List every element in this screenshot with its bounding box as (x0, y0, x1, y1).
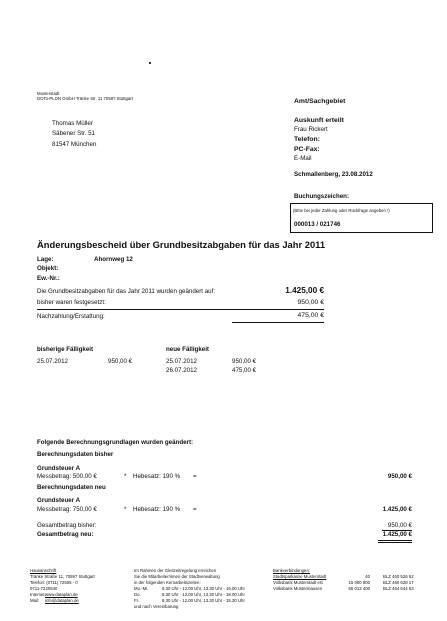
footer-bank-heading: Bankverbindungen: (273, 568, 311, 573)
footer-bank-name-1: Stadtsparkasse Musterstadt (273, 574, 327, 579)
office-title: Amt/Sachgebiet (294, 98, 346, 105)
basis-new-equals: = (193, 506, 197, 513)
basis-new-tax-title: Grundsteuer A (37, 497, 81, 504)
basis-old-total: 950,00 € (387, 473, 412, 480)
footer-internet-link[interactable]: www.dataplan.de (45, 592, 78, 597)
footer-bank-name-2: Volksbank Musterstadt eG (273, 580, 324, 585)
footer-mail-label: Mail: (30, 598, 40, 603)
summary-changed-label: Die Grundbesitzabgaben für das Jahr 2011 wurden geändert auf: (37, 288, 216, 295)
footer-address: Tränke Straße 11, 70597 Stuttgart (30, 574, 95, 579)
footer-hours-intro: Im Rahmen der Gleitzeitregelung erreichen (134, 568, 217, 573)
due-new-date-2: 26.07.2012 (166, 367, 197, 374)
phone-label: Telefon: (294, 136, 320, 143)
recipient-street: Säbener Str. 51 (52, 130, 95, 137)
basis-new-total: 1.425,00 € (382, 506, 412, 513)
location-label: Lage: (37, 256, 54, 263)
footer-fax: 0711-7220540 (30, 586, 58, 591)
summary-balance-value: 475,00 € (297, 312, 324, 319)
reference-note: (Bitte bei jeder Zahlung oder Rückfrage angeben !) (293, 208, 390, 213)
sum-new-label: Gesamtbetrag neu: (37, 531, 94, 538)
footer-hours-day-1: Mo.-Mi. (134, 586, 149, 591)
fax-label: PC-Fax: (294, 146, 320, 153)
email-label: E-Mail (294, 155, 312, 162)
sender-town: Musterstadt (37, 91, 60, 96)
footer-hours-intro-2: Sie die Mitarbeiter/innen der Stadtverwaltung (134, 574, 220, 579)
place-date: Schmallenberg, 23.08.2012 (294, 171, 373, 178)
info-heading: Auskunft erteilt (294, 117, 344, 124)
footer-hours-time-3: 8.30 Uhr - 12.00 Uhr, 13.30 Uhr - 15.30 Uhr (162, 598, 245, 603)
summary-balance-label: Nachzahlung/Erstattung: (37, 313, 105, 320)
due-new-heading: neue Fälligkeit (166, 346, 209, 353)
recipient-name: Thomas Müller (52, 120, 93, 127)
sender-line: DOTo-PLON GmbH Tränke Str. 11 70597 Stuttgart (37, 96, 133, 101)
footer-bank-account-2: 15 000 800 (348, 580, 370, 585)
footer-phone: Telefon: (0711) 72505 - 0 (30, 580, 78, 585)
footer-hours-outro: und nach Vereinbarung (134, 604, 179, 609)
basis-new-heading: Berechnungsdaten neu (37, 484, 106, 491)
footer-bank-blz-1: BLZ 460 526 52 (383, 574, 414, 579)
footer-hours-time-2: 8.30 Uhr - 12.00 Uhr, 13.30 Uhr - 18.00 Uhr (162, 592, 245, 597)
footer-hours-time-1: 8.30 Uhr - 12.00 Uhr, 13.30 Uhr - 16.00 Uhr (162, 586, 245, 591)
recipient-city: 81547 München (52, 141, 97, 148)
basis-new-base: Messbetrag: 750,00 € (37, 506, 97, 513)
document-title: Änderungsbescheid über Grundbesitzabgaben für das Jahr 2011 (37, 239, 326, 250)
object-label: Objekt: (37, 265, 59, 272)
summary-line-3 (232, 322, 324, 323)
sum-old-value: 950,00 € (387, 522, 412, 529)
ew-label: Ew.-Nr.: (37, 275, 60, 282)
footer-address-heading: Hausanschrift (30, 568, 57, 573)
basis-new-rate: Hebesatz: 190 % (133, 506, 181, 513)
basis-old-tax-title: Grundsteuer A (37, 465, 81, 472)
summary-line-2 (232, 309, 324, 310)
due-new-amount-2: 475,00 € (232, 367, 257, 374)
summary-previous-label: bisher waren festgesetzt: (37, 299, 106, 306)
footer-hours-intro-3: in der folgenden Kernarbeitszeiten: (134, 580, 201, 585)
basis-heading: Folgende Berechnungsgrundlagen wurden geändert: (37, 439, 194, 446)
footer-bank-blz-2: BLZ 460 628 17 (383, 580, 414, 585)
reference-heading: Buchungszeichen: (294, 193, 350, 200)
due-old-heading: bisherige Fälligkeit (37, 346, 94, 353)
footer-hours-day-2: Do. (134, 592, 141, 597)
summary-changed-value: 1.425,00 € (285, 286, 324, 295)
summary-line-1 (37, 309, 232, 310)
basis-old-rate: Hebesatz: 190 % (133, 473, 181, 480)
contact-name: Frau Rickert (294, 126, 328, 133)
reference-number: 000013 / 021746 (294, 221, 341, 228)
basis-new-times: * (124, 506, 127, 513)
footer-mail-link[interactable]: info@dataplan.de (45, 598, 79, 603)
sum-underline-1 (378, 540, 412, 541)
due-old-date: 25.07.2012 (37, 358, 68, 365)
due-new-date-1: 25.07.2012 (166, 358, 197, 365)
sum-underline-2 (378, 542, 412, 543)
basis-old-base: Messbetrag: 500,00 € (37, 473, 97, 480)
footer-bank-account-1: 40 (365, 574, 370, 579)
basis-old-heading: Berechnungsdaten bisher (37, 451, 114, 458)
due-new-amount-1: 950,00 € (232, 358, 257, 365)
basis-old-equals: = (193, 473, 197, 480)
sum-new-value: 1.425,00 € (382, 531, 412, 538)
footer-bank-blz-3: BLZ 464 644 53 (383, 586, 414, 591)
footer-bank-name-3: Volksbank Mustermausen (273, 586, 323, 591)
location-value: Ahornweg 12 (94, 256, 133, 263)
footer-hours-day-3: Fr. (134, 598, 140, 603)
due-old-amount: 950,00 € (108, 358, 133, 365)
basis-old-times: * (124, 473, 127, 480)
footer-bank-account-3: 65 013 400 (348, 586, 370, 591)
sum-old-label: Gesamtbetrag bisher: (37, 522, 97, 529)
summary-previous-value: 950,00 € (297, 299, 324, 306)
footer-internet-label: Internet: (30, 592, 46, 597)
page-dot (149, 62, 151, 64)
